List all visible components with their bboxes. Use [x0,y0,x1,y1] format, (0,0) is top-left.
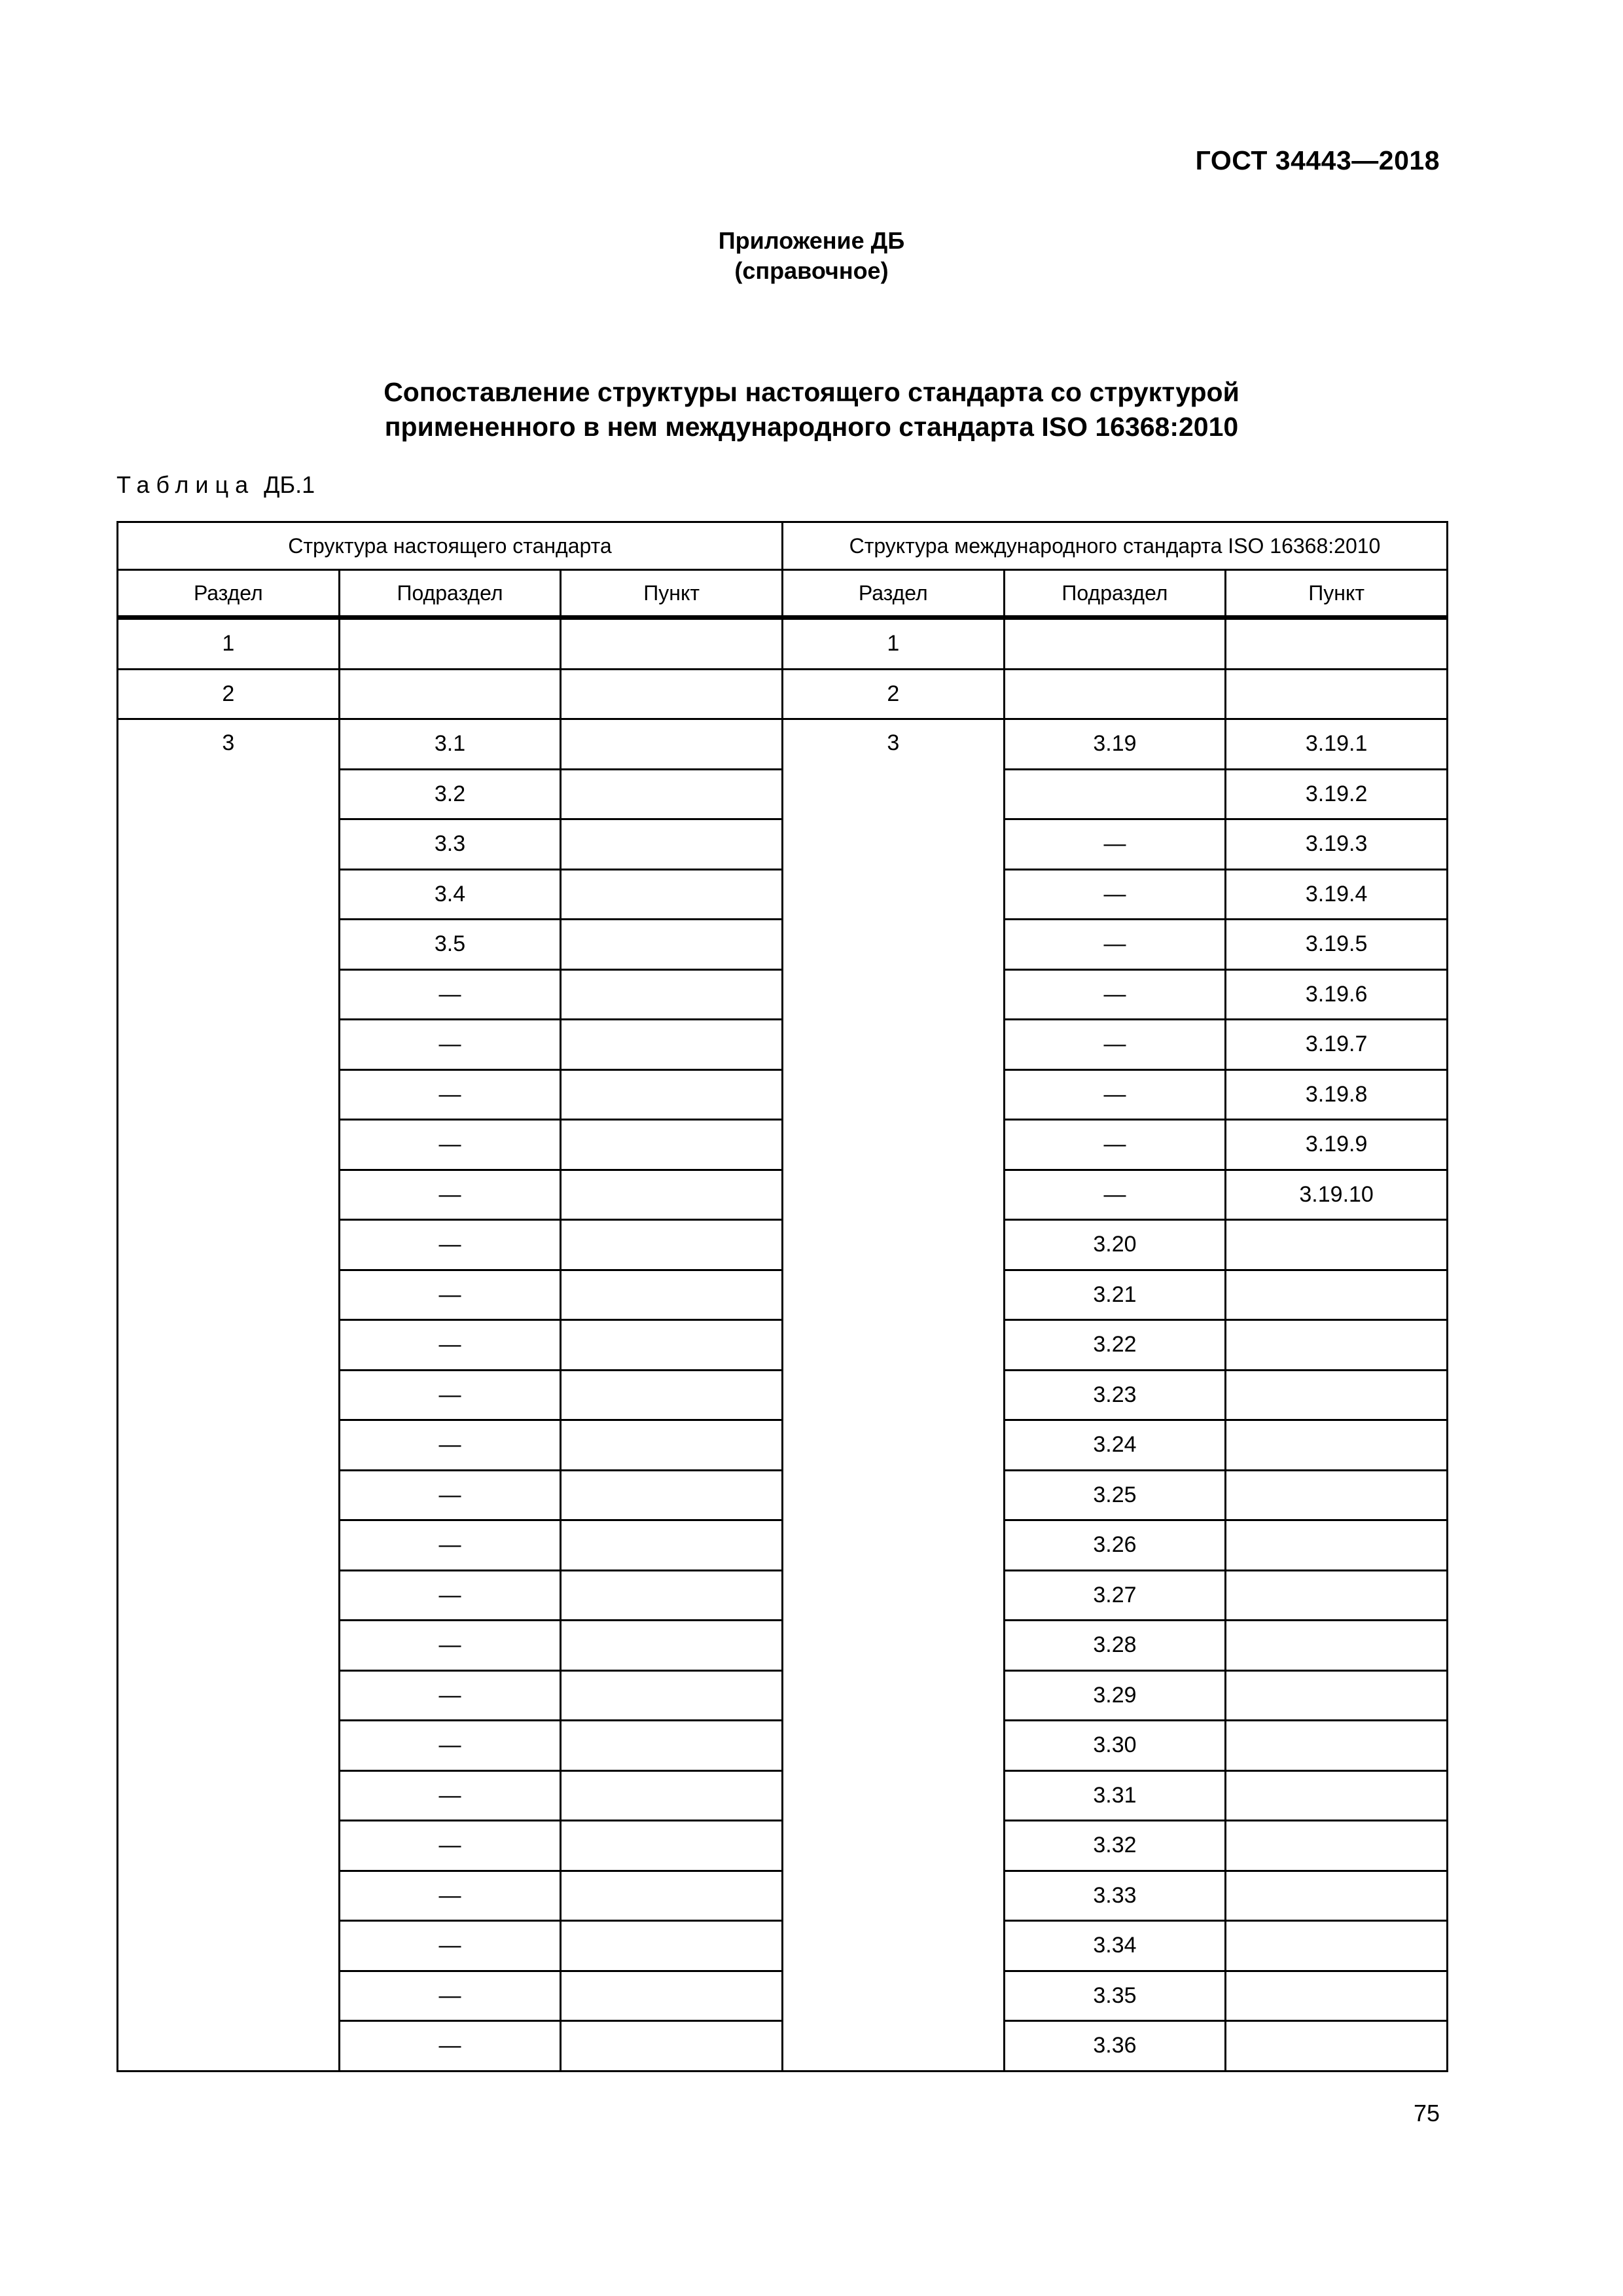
table-cell: — [339,1370,561,1420]
document-title [0,375,1623,444]
table-cell [561,969,783,1020]
structure-comparison-table [116,521,1448,2072]
table-cell: 3.35 [1004,1971,1226,2021]
table-cell [561,819,783,870]
table-cell: — [339,1520,561,1571]
table-cell: 3.29 [1004,1670,1226,1721]
group-header-iso-standard: Структура международного стандарта ISO 16368:2010 [782,522,1447,570]
table-cell [561,1120,783,1170]
table-cell: — [1004,1170,1226,1220]
table-cell [561,1721,783,1771]
table-cell: 3.21 [1004,1270,1226,1320]
table-cell: 3.19.7 [1226,1020,1448,1070]
table-cell [561,1871,783,1921]
table-cell [1226,1871,1448,1921]
table-cell [1226,1520,1448,1571]
table-cell: 3.32 [1004,1821,1226,1871]
table-cell: — [339,1420,561,1471]
table-cell: 1 [782,618,1004,670]
table-cell [1226,1320,1448,1371]
annex-label: Приложение ДБ [718,227,905,254]
table-cell: — [339,2021,561,2072]
table-cell [561,1370,783,1420]
table-cell: — [339,1320,561,1371]
table-cell [561,1069,783,1120]
table-cell: — [1004,1120,1226,1170]
table-cell [561,1621,783,1671]
table-cell [339,618,561,670]
table-cell [1226,1570,1448,1621]
table-cell: 3.5 [339,920,561,970]
table-cell [561,1821,783,1871]
table-cell: 3.22 [1004,1320,1226,1371]
table-cell: 3.20 [1004,1220,1226,1270]
table-cell: 2 [118,669,340,719]
table-row [118,618,1448,670]
table-cell [1226,1420,1448,1471]
column-header: Раздел [782,570,1004,618]
table-cell: 3 [118,719,340,2072]
table-cell [561,1420,783,1471]
table-cell [1226,1270,1448,1320]
table-cell: 3.36 [1004,2021,1226,2072]
column-header: Пункт [1226,570,1448,618]
column-header: Подраздел [339,570,561,618]
column-header: Подраздел [1004,570,1226,618]
table-cell: 3.4 [339,869,561,920]
table-cell: — [339,1921,561,1971]
table-cell [561,1470,783,1520]
table-cell [561,769,783,819]
table-cell [561,1270,783,1320]
table-cell: — [1004,969,1226,1020]
table-cell [561,1921,783,1971]
table-cell: — [339,1220,561,1270]
table-cell: 3.26 [1004,1520,1226,1571]
table-cell: — [1004,1069,1226,1120]
table-cell: — [339,1621,561,1671]
table-cell: 3.19.8 [1226,1069,1448,1120]
table-row [118,669,1448,719]
table-cell: 3.3 [339,819,561,870]
table-cell: 3.31 [1004,1770,1226,1821]
table-cell: 1 [118,618,340,670]
column-header: Раздел [118,570,340,618]
table-cell: — [339,969,561,1020]
table-cell: 3.30 [1004,1721,1226,1771]
table-cell: 3.19.10 [1226,1170,1448,1220]
table-cell: — [1004,1020,1226,1070]
table-cell: 3.19.3 [1226,819,1448,870]
table-cell [561,1770,783,1821]
table-cell: 3.25 [1004,1470,1226,1520]
document-code: ГОСТ 34443—2018 [1195,145,1440,175]
table-cell [561,1570,783,1621]
table-row [118,719,1448,770]
table-cell: — [339,1971,561,2021]
table-cell: 3.19.2 [1226,769,1448,819]
table-cell [1226,1721,1448,1771]
table-cell [1226,2021,1448,2072]
table-cell: — [339,1670,561,1721]
table-cell [561,1320,783,1371]
table-cell: 3.23 [1004,1370,1226,1420]
table-cell: 3.19.1 [1226,719,1448,770]
table-cell: 3.27 [1004,1570,1226,1621]
annex-heading [0,226,1623,286]
table-body [118,618,1448,2072]
table-cell: — [339,1069,561,1120]
table-cell: 3.2 [339,769,561,819]
table-cell: 3.28 [1004,1621,1226,1671]
table-cell: — [339,1721,561,1771]
table-cell: — [339,1871,561,1921]
table-cell: 3.34 [1004,1921,1226,1971]
title-line-1: Сопоставление структуры настоящего стандарта со структурой [383,377,1240,407]
table-cell [561,869,783,920]
table-cell [561,2021,783,2072]
table-cell: — [339,1120,561,1170]
table-cell [1226,1770,1448,1821]
table-cell: — [339,1821,561,1871]
table-cell [561,1220,783,1270]
table-group-header-row [118,522,1448,570]
table-cell [561,1020,783,1070]
table-cell: 3 [782,719,1004,2072]
annex-type: (справочное) [734,257,889,284]
table-cell [1226,1220,1448,1270]
column-header: Пункт [561,570,783,618]
table-cell [1226,1621,1448,1671]
table-cell [1226,1370,1448,1420]
table-cell [1226,1670,1448,1721]
table-cell: 3.1 [339,719,561,770]
table-cell [1004,618,1226,670]
table-cell [561,920,783,970]
table-cell [561,1971,783,2021]
table-cell [1226,669,1448,719]
table-cell: 3.19.6 [1226,969,1448,1020]
table-cell: — [339,1770,561,1821]
table-cell: — [1004,819,1226,870]
table-cell [339,669,561,719]
table-cell [1004,669,1226,719]
table-cell: 3.33 [1004,1871,1226,1921]
table-caption-word: Таблица [116,471,255,498]
table-cell: — [339,1270,561,1320]
table-cell: — [339,1470,561,1520]
table-cell: — [339,1020,561,1070]
table-cell [1004,769,1226,819]
table-cell: 3.19.4 [1226,869,1448,920]
table-cell [1226,1821,1448,1871]
table-cell: 2 [782,669,1004,719]
table-cell [1226,1470,1448,1520]
table-cell [561,719,783,770]
table-cell [561,1670,783,1721]
table-cell [561,1170,783,1220]
table-cell: 3.19.9 [1226,1120,1448,1170]
table-caption-number: ДБ.1 [264,471,315,498]
table-cell [1226,618,1448,670]
table-column-header-row [118,570,1448,618]
table-cell: 3.19 [1004,719,1226,770]
table-cell [561,669,783,719]
table-cell [561,1520,783,1571]
table-cell: — [339,1570,561,1621]
table-cell: — [1004,920,1226,970]
group-header-this-standard: Структура настоящего стандарта [118,522,783,570]
title-line-2: примененного в нем международного стандарта ISO 16368:2010 [384,412,1239,442]
table-cell [561,618,783,670]
page-number: 75 [1413,2100,1440,2126]
table-caption [116,471,315,499]
table-cell: — [1004,869,1226,920]
table-cell: 3.24 [1004,1420,1226,1471]
table-cell [1226,1921,1448,1971]
table-cell [1226,1971,1448,2021]
table-cell: — [339,1170,561,1220]
table-cell: 3.19.5 [1226,920,1448,970]
